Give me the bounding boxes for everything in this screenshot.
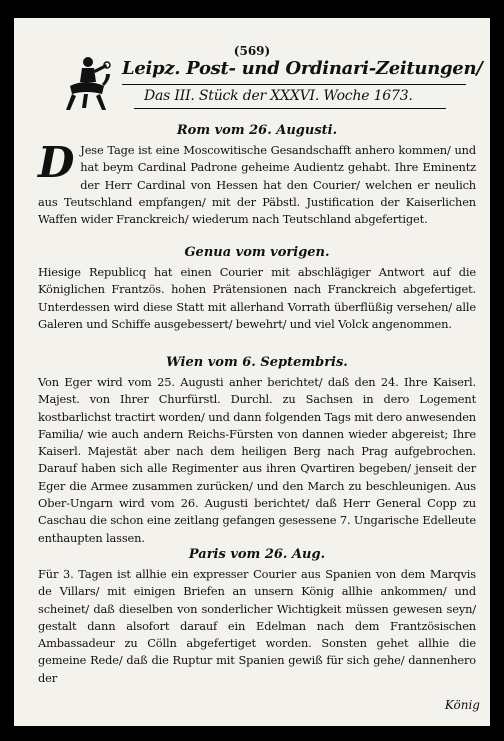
subtitle-rule — [134, 108, 446, 109]
newspaper-page — [14, 18, 490, 726]
article-body: Für 3. Tagen ist allhie ein expresser Courier aus Spanien von dem Marqvis de Villars/ mit einigen Briefen an unsern König allhie ankommen/ und scheinet/ daß dieselben von sonderlicher Wichtigkeit müssen gewesen seyn/ gestalt dann alsofort darauf ein Edelman nach dem Frantzösischen Ambassadeur zu Cölln abgefertiget worden. Sonsten gehet allhie die gemeine Rede/ daß die Ruptur mit Spanien gewiß für sich gehe/ dannenhero der — [38, 567, 476, 685]
newspaper-title: Leipz. Post- und Ordinari-Zeitungen/ — [122, 58, 483, 79]
article-rome — [38, 122, 476, 228]
article-paris — [38, 546, 476, 687]
article-body: Von Eger wird vom 25. Augusti anher berichtet/ daß den 24. Ihre Kaiserl. Majest. von Ihrer Churfürstl. Durchl. zu Sachsen in dero Logement kostbarlichst tractirt worden/ und dann folgenden Tags mit dero anwesenden Familia/ wie auch andern Reichs-Fürsten von dannen wieder abgereist; Ihre Kaiserl. Majestät aber nach dem heiligen Berg nach Prag aufgebrochen. Darauf haben sich alle Regimenter aus ihren Qvartiren begeben/ jenseit der Eger die Armee zusammen zurücken/ und den March zu beschleunigen. Aus Ober-Ungarn wird vom 26. Augusti berichtet/ daß Herr General Copp zu Caschau die schon eine zeitlang gefangen gesessene 7. Ungarische Edelleute enthaupten lassen. — [38, 375, 476, 545]
article-wien — [38, 354, 476, 547]
article-genua — [38, 244, 476, 333]
title-rule — [122, 84, 466, 85]
issue-subtitle: Das III. Stück der XXXVI. Woche 1673. — [144, 88, 413, 104]
catchword: König — [444, 698, 480, 712]
drop-cap-letter: D — [38, 138, 75, 187]
post-rider-emblem-icon — [60, 52, 112, 116]
article-body — [38, 138, 476, 228]
article-dateline: Rom vom 26. Augusti. — [176, 123, 338, 138]
page-number: (569) — [233, 44, 271, 58]
article-dateline: Paris vom 26. Aug. — [188, 547, 326, 562]
article-dateline: Genua vom vorigen. — [184, 245, 330, 260]
article-text: Jese Tage ist eine Moscowitische Gesandschafft anhero kommen/ und hat beym Cardinal Padrone geheime Audientz gehabt. Ihre Eminentz der Herr Cardinal von Hessen hat den Courier/ welchen er neulich aus Teutschland empfangen/ mit der Päbstl. Justification der Kaiserlichen Waffen wider Franckreich/ wiederum nach Teutschland abgefertiget. — [38, 143, 476, 227]
article-body: Hiesige Republicq hat einen Courier mit abschlägiger Antwort auf die Königlichen Frantzös. hohen Prätensionen nach Franckreich abgefertiget. Unterdessen wird diese Statt mit allerhand Vorrath überflüßig versehen/ alle Galeren und Schiffe ausgebessert/ bewehrt/ und viel Volck angenommen. — [38, 265, 476, 331]
article-dateline: Wien vom 6. Septembris. — [166, 355, 348, 370]
masthead — [14, 18, 490, 118]
